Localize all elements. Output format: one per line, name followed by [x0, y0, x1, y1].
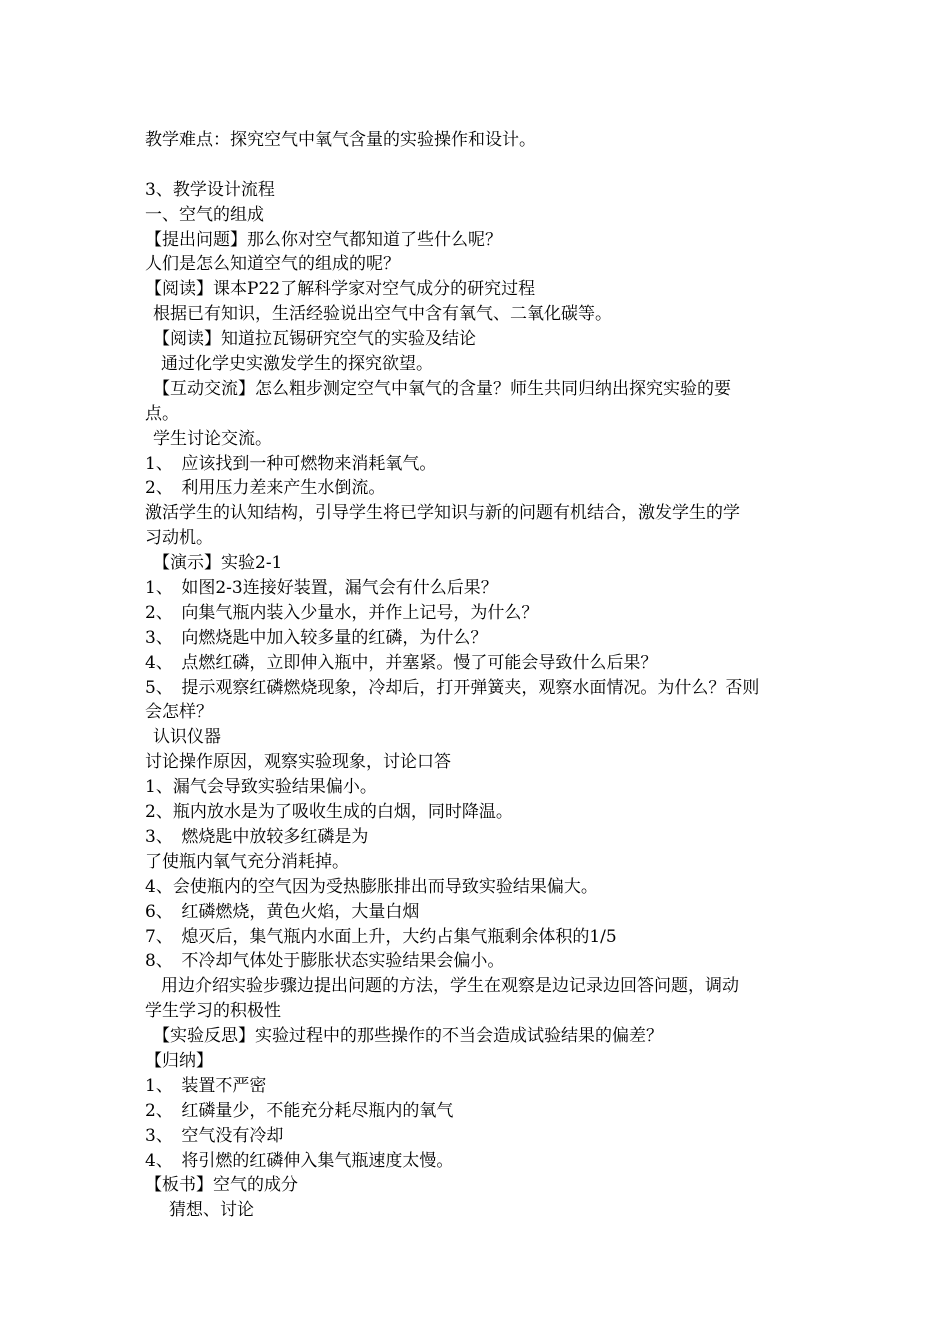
section-heading-flow: 3、教学设计流程 — [145, 179, 275, 200]
text-line: 【演示】实验2-1 — [153, 553, 283, 574]
text-line: 【实验反思】实验过程中的那些操作的不当会造成试验结果的偏差？ — [153, 1026, 663, 1047]
text-line: 【提出问题】那么你对空气都知道了些什么呢？ — [145, 229, 502, 250]
text-line: 用边介绍实验步骤边提出问题的方法，学生在观察是边记录边回答问题，调动 — [161, 976, 739, 997]
text-line: 认识仪器 — [153, 727, 221, 748]
text-line: 习动机。 — [145, 528, 213, 549]
list-item: 7、 熄灭后，集气瓶内水面上升，大约占集气瓶剩余体积的1/5 — [145, 926, 617, 947]
list-item: 1、漏气会导致实验结果偏小。 — [145, 777, 377, 798]
text-line: 点。 — [145, 403, 179, 424]
list-item: 2、 红磷量少，不能充分耗尽瓶内的氧气 — [145, 1100, 454, 1121]
list-item: 3、 空气没有冷却 — [145, 1125, 284, 1146]
text-line: 学生讨论交流。 — [153, 428, 272, 449]
section-heading-composition: 一、空气的组成 — [145, 204, 264, 225]
list-item: 1、 装置不严密 — [145, 1075, 267, 1096]
text-line: 激活学生的认知结构，引导学生将已学知识与新的问题有机结合，激发学生的学 — [145, 503, 740, 524]
text-line: 学生学习的积极性 — [145, 1001, 281, 1022]
text-line: 【板书】空气的成分 — [145, 1175, 298, 1196]
list-item: 4、 将引燃的红磷伸入集气瓶速度太慢。 — [145, 1150, 454, 1171]
list-item: 3、 向燃烧匙中加入较多量的红磷，为什么？ — [145, 627, 488, 648]
list-item: 2、瓶内放水是为了吸收生成的白烟，同时降温。 — [145, 802, 513, 823]
list-item: 1、 应该找到一种可燃物来消耗氧气。 — [145, 453, 437, 474]
text-line: 猜想、讨论 — [169, 1200, 254, 1221]
text-line: 【阅读】知道拉瓦锡研究空气的实验及结论 — [153, 329, 476, 350]
text-line: 通过化学史实激发学生的探究欲望。 — [161, 354, 433, 375]
document-body — [145, 128, 815, 1223]
list-item: 1、 如图2-3连接好装置，漏气会有什么后果？ — [145, 578, 498, 599]
list-item: 3、 燃烧匙中放较多红磷是为 — [145, 826, 369, 847]
list-item: 5、 提示观察红磷燃烧现象，冷却后，打开弹簧夹，观察水面情况。为什么？否则 — [145, 677, 760, 698]
list-item: 8、 不冷却气体处于膨胀状态实验结果会偏小。 — [145, 951, 505, 972]
blank-line — [145, 153, 815, 178]
text-line: 讨论操作原因，观察实验现象，讨论口答 — [145, 752, 451, 773]
text-line-difficulty: 教学难点：探究空气中氧气含量的实验操作和设计。 — [145, 130, 536, 150]
text-line: 根据已有知识，生活经验说出空气中含有氧气、二氧化碳等。 — [153, 304, 612, 325]
list-item: 4、 点燃红磷，立即伸入瓶中，并塞紧。慢了可能会导致什么后果？ — [145, 652, 658, 673]
text-line: 了使瓶内氧气充分消耗掉。 — [145, 851, 349, 872]
list-item: 6、 红磷燃烧，黄色火焰，大量白烟 — [145, 901, 420, 922]
list-item: 2、 向集气瓶内装入少量水，并作上记号，为什么？ — [145, 602, 539, 623]
text-line: 会怎样？ — [145, 702, 213, 723]
text-line: 人们是怎么知道空气的组成的呢？ — [145, 254, 400, 275]
text-line: 【归纳】 — [145, 1050, 213, 1071]
text-line: 【阅读】课本P22了解科学家对空气成分的研究过程 — [145, 279, 536, 300]
text-line: 【互动交流】怎么粗步测定空气中氧气的含量？师生共同归纳出探究实验的要 — [153, 378, 731, 399]
list-item: 2、 利用压力差来产生水倒流。 — [145, 478, 386, 499]
list-item: 4、会使瓶内的空气因为受热膨胀排出而导致实验结果偏大。 — [145, 876, 598, 897]
